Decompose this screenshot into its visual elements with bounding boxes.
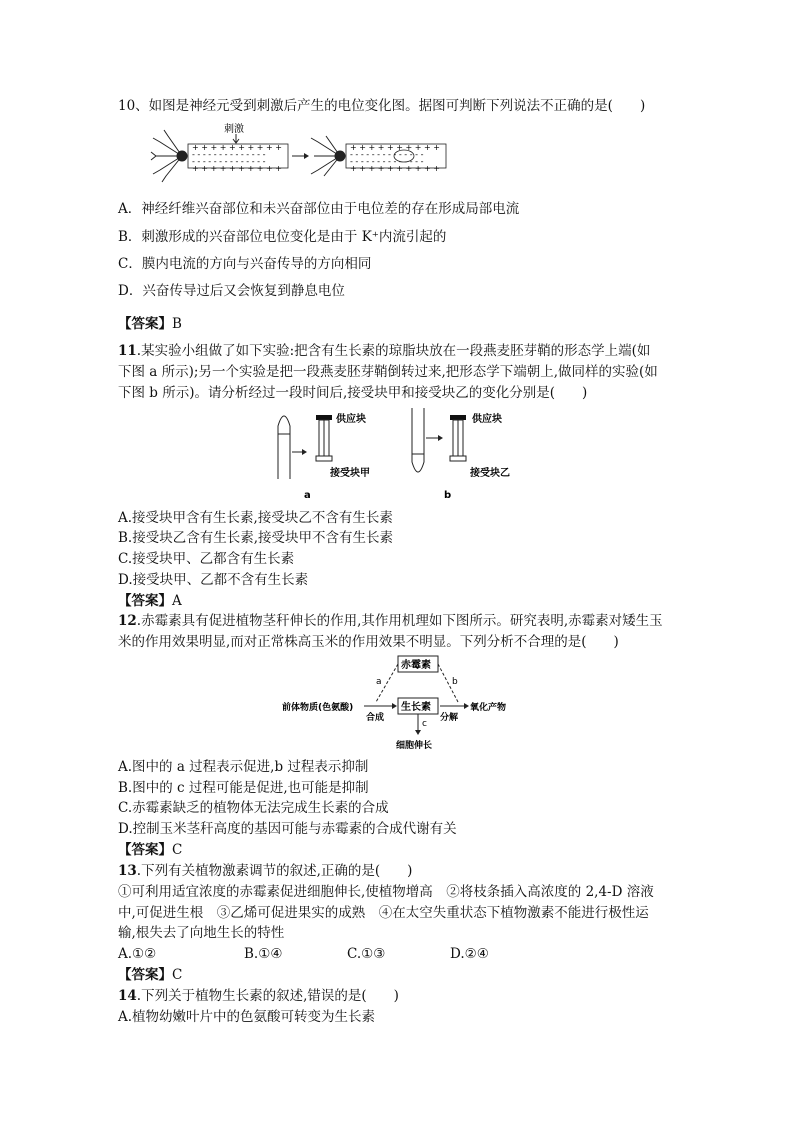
q12-stem-2: 米的作用效果明显,而对正常株高玉米的作用效果不明显。下列分析不合理的是( ): [118, 634, 619, 650]
coleoptile-b-icon: [412, 408, 424, 472]
q13-stem-4: 输,根失去了向地生长的特性: [118, 925, 285, 941]
supply-label-a: 供应块: [336, 414, 366, 425]
neuron-left-icon: [151, 130, 187, 182]
q10-neuron-figure: [150, 120, 450, 186]
answer-value: C: [172, 842, 183, 858]
q12-option-c: C.赤霉素缺乏的植物体无法完成生长素的合成: [118, 800, 389, 816]
answer-value: A: [172, 593, 182, 609]
minus-row-top-right: - - - - - - - - - - - - - -: [350, 150, 424, 159]
q14-stem-1: [118, 986, 399, 1006]
q14-stem-text-1: .下列关于植物生长素的叙述,错误的是( ): [136, 988, 399, 1004]
process-b-label: b: [452, 677, 458, 687]
q13-option-b: B.①④: [244, 946, 283, 962]
q13-stem-2: ①可利用适宜浓度的赤霉素促进细胞伸长,使植物增高 ②将枝条插入高浓度的 2,4-D 溶液: [118, 884, 654, 900]
plus-row-bottom-right: + + + + + + + + + +: [350, 164, 440, 173]
q11-option-b: B.接受块乙含有生长素,接受块甲不含有生长素: [118, 530, 394, 546]
answer-label: 【答案】: [118, 593, 172, 609]
process-a-label: a: [376, 677, 382, 687]
q12-option-b: B.图中的 c 过程可能是促进,也可能是抑制: [118, 780, 369, 796]
answer-value: B: [172, 316, 182, 332]
plus-row-bottom-left: + + + + + + + + + +: [192, 164, 282, 173]
q10-option-c: C．膜内电流的方向与兴奋传导的方向相同: [118, 256, 372, 272]
q11-stem-1: [118, 341, 650, 361]
minus-row-bottom-right: - - - - - - - - - - - - - -: [350, 157, 424, 166]
q12-answer: [118, 840, 182, 860]
q10-answer: [118, 314, 182, 334]
q12-stem-1: [118, 611, 663, 631]
q12-stem-text-1: .赤霉素具有促进植物茎秆伸长的作用,其作用机理如下图所示。研究表明,赤霉素对矮生玉: [136, 613, 663, 629]
supply-block-a: [316, 415, 332, 420]
q13-option-a: A.①②: [118, 946, 157, 962]
q11-option-d: D.接受块甲、乙都不含有生长素: [118, 572, 309, 588]
q12-mechanism-diagram: [280, 654, 520, 754]
q13-answer: [118, 965, 182, 985]
oxidation-label: 氧化产物: [470, 703, 507, 713]
q11-coleoptile-figure: [260, 404, 540, 502]
coleoptile-a-icon: [278, 416, 290, 479]
supply-label-b: 供应块: [472, 414, 502, 425]
q11-number: 11: [118, 343, 137, 359]
supply-block-b: [450, 415, 466, 420]
q11-option-a: A.接受块甲含有生长素,接受块乙不含有生长素: [118, 510, 393, 526]
q13-stem-3: 中,可促进生根 ③乙烯可促进果实的成熟 ④在太空失重状态下植物激素不能进行极性运: [118, 905, 649, 921]
q13-option-d: D.②④: [450, 946, 489, 962]
q13-option-c: C.①③: [347, 946, 386, 962]
q12-number: 12: [118, 613, 137, 629]
q11-stem-3: 下图 b 所示)。请分析经过一段时间后,接受块甲和接受块乙的变化分别是( ): [118, 385, 588, 401]
q10-option-d: D．兴奋传导过后又会恢复到静息电位: [118, 283, 345, 299]
q13-number: 13: [118, 863, 137, 879]
stimulus-label: 刺激: [224, 124, 244, 135]
gibberellin-label: 赤霉素: [401, 660, 431, 671]
q14-number: 14: [118, 988, 137, 1004]
answer-label: 【答案】: [118, 842, 172, 858]
answer-label: 【答案】: [118, 316, 172, 332]
auxin-label: 生长素: [401, 702, 431, 713]
q10-stem: 10、如图是神经元受到刺激后产生的电位变化图。据图可判断下列说法不正确的是( ): [118, 98, 646, 114]
q10-option-a: A．神经纤维兴奋部位和未兴奋部位由于电位差的存在形成局部电流: [118, 201, 520, 217]
plus-row-top-left: + + + + + + + + + +: [192, 143, 282, 152]
q12-option-d: D.控制玉米茎秆高度的基因可能与赤霉素的合成代谢有关: [118, 821, 457, 837]
receiver-block-b: [450, 456, 466, 461]
q12-option-a: A.图中的 a 过程表示促进,b 过程表示抑制: [118, 759, 369, 775]
minus-row-top-left: - - - - - - - - - - - - - -: [192, 150, 266, 159]
plus-row-top-right: + + + + + + + + + +: [350, 143, 440, 152]
fig-label-a: a: [304, 490, 311, 501]
q11-stem-text-1: .某实验小组做了如下实验:把含有生长素的琼脂块放在一段燕麦胚芽鞘的形态学上端(如: [136, 343, 651, 359]
q14-option-a: A.植物幼嫩叶片中的色氨酸可转变为生长素: [118, 1009, 376, 1025]
receiver-label-a: 接受块甲: [330, 468, 370, 479]
precursor-label: 前体物质(色氨酸): [282, 703, 354, 713]
answer-label: 【答案】: [118, 967, 172, 983]
receiver-block-a: [316, 456, 332, 461]
q11-stem-2: 下图 a 所示);另一个实验是把一段燕麦胚芽鞘倒转过来,把形态学下端朝上,做同样的实验(如: [118, 364, 658, 380]
q11-answer: [118, 591, 182, 611]
decompose-label: 分解: [440, 713, 459, 723]
receiver-label-b: 接受块乙: [470, 468, 510, 479]
synthesis-label: 合成: [366, 713, 385, 723]
q11-option-c: C.接受块甲、乙都含有生长素: [118, 551, 295, 567]
q13-stem-1: [118, 861, 412, 881]
process-c-label: c: [422, 719, 427, 729]
elongation-label: 细胞伸长: [396, 741, 433, 751]
answer-value: C: [172, 967, 183, 983]
q10-option-b: B．刺激形成的兴奋部位电位变化是由于 K⁺内流引起的: [118, 229, 447, 245]
q13-stem-text-1: .下列有关植物激素调节的叙述,正确的是( ): [136, 863, 413, 879]
fig-label-b: b: [444, 490, 452, 501]
minus-row-bottom-left: - - - - - - - - - - - - - -: [192, 157, 266, 166]
neuron-right-icon: [311, 136, 345, 176]
